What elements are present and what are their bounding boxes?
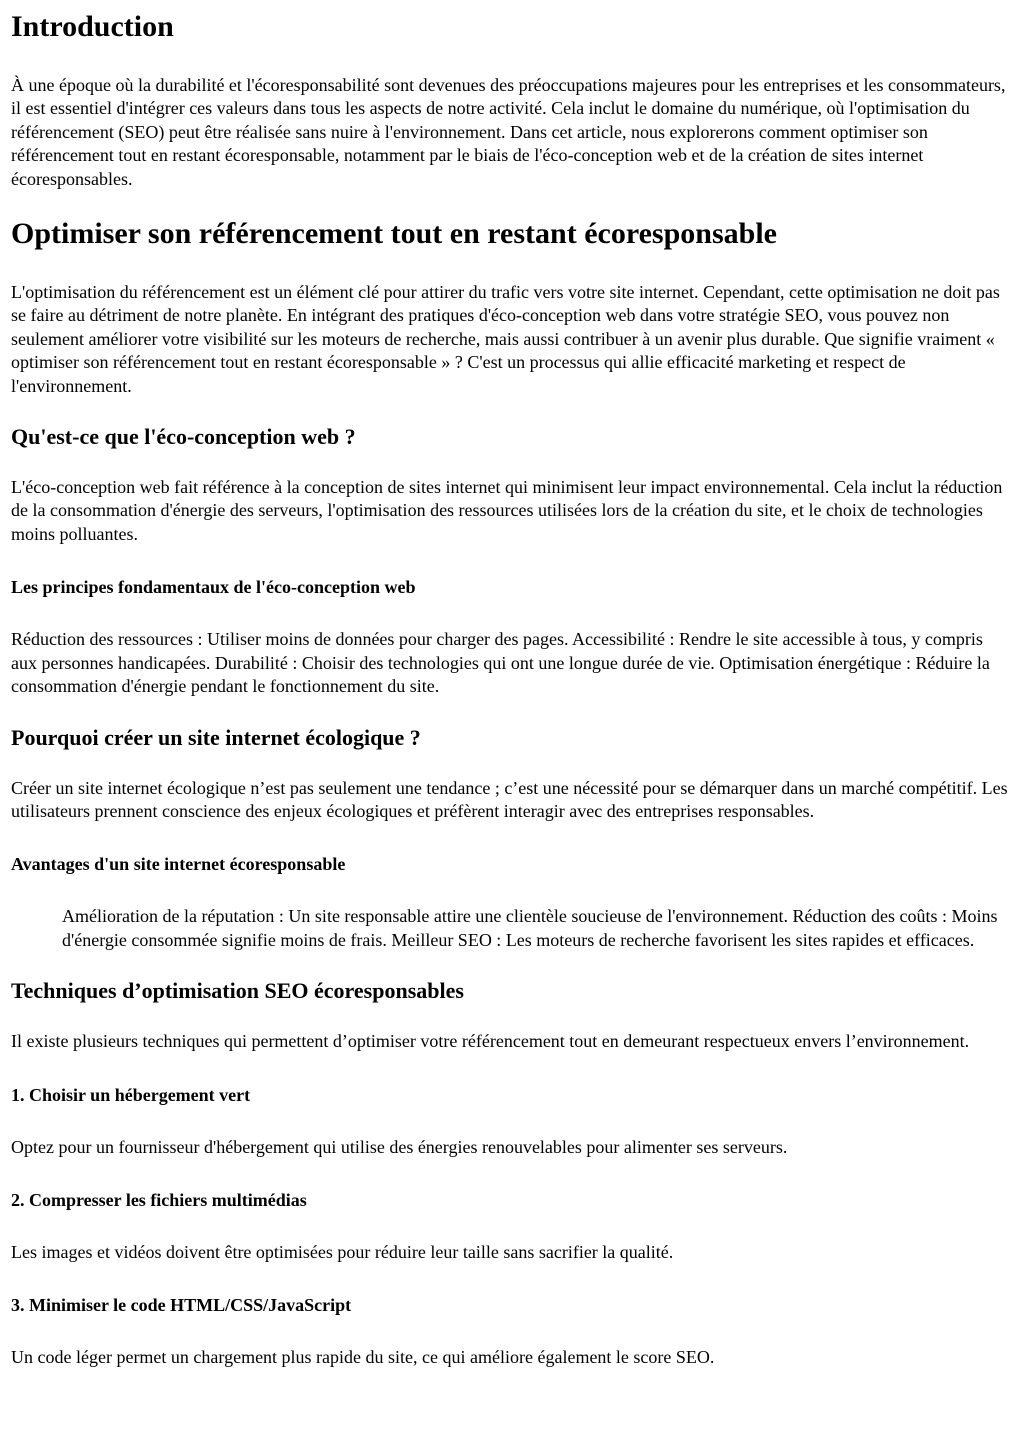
technique-text-hebergement: Optez pour un fournisseur d'hébergement qui utilise des énergies renouvelables pour alimenter ses serveurs.	[11, 1136, 788, 1157]
eco-conception-paragraph: L'éco-conception web fait référence à la conception de sites internet qui minimisent leur impact environnemental. Cela inclut la réduction de la consommation d'énergie des serveurs, l'optimisation des ressources utilisées lors de la création du site, et le choix de technologies moins polluantes.	[11, 477, 1003, 544]
technique-heading-hebergement: 1. Choisir un hébergement vert	[11, 1084, 251, 1105]
subheading-site-ecologique: Pourquoi créer un site internet écologique ?	[11, 724, 421, 750]
intro-paragraph: À une époque où la durabilité et l'écoresponsabilité sont devenues des préoccupations majeures pour les entreprises et les consommateurs, il est essentiel d'intégrer ces valeurs dans tous les aspects de notre activité. Cela inclut le domaine du numérique, où l'optimisation du référencement (SEO) peut être réalisée sans nuire à l'environnement. Dans cet article, nous explorerons comment optimiser son référencement tout en restant écoresponsable, notamment par le biais de l'éco-conception web et de la création de sites internet écoresponsables.	[11, 75, 1006, 189]
subheading-eco-conception: Qu'est-ce que l'éco-conception web ?	[11, 424, 356, 450]
subheading-principes: Les principes fondamentaux de l'éco-conception web	[11, 577, 416, 598]
technique-text-compression: Les images et vidéos doivent être optimisées pour réduire leur taille sans sacrifier la qualité.	[11, 1241, 674, 1262]
subheading-techniques: Techniques d’optimisation SEO écoresponsables	[11, 978, 464, 1004]
technique-heading-compression: 2. Compresser les fichiers multimédias	[11, 1189, 307, 1210]
site-ecologique-paragraph: Créer un site internet écologique n’est pas seulement une tendance ; c’est une nécessité pour se démarquer dans un marché compétitif. Les utilisateurs prennent conscience des enjeux écologiques et préfèrent interagir avec des entreprises responsables.	[11, 777, 1008, 821]
subheading-avantages: Avantages d'un site internet écoresponsable	[11, 854, 346, 875]
techniques-paragraph: Il existe plusieurs techniques qui permettent d’optimiser votre référencement tout en demeurant respectueux envers l’environnement.	[11, 1031, 970, 1052]
technique-heading-minification: 3. Minimiser le code HTML/CSS/JavaScript	[11, 1295, 352, 1316]
section-heading-optimisation: Optimiser son référencement tout en restant écoresponsable	[11, 217, 777, 251]
page-title: Introduction	[11, 10, 174, 43]
optimisation-paragraph: L'optimisation du référencement est un élément clé pour attirer du trafic vers votre site internet. Cependant, cette optimisation ne doit pas se faire au détriment de notre planète. En intégrant des pratiques d'éco-conception web dans votre stratégie SEO, vous pouvez non seulement améliorer votre visibilité sur les moteurs de recherche, mais aussi contribuer à un avenir plus durable. Que signifie vraiment « optimiser son référencement tout en restant écoresponsable » ? C'est un processus qui allie efficacité marketing et respect de l'environnement.	[11, 282, 1000, 396]
technique-text-minification: Un code léger permet un chargement plus rapide du site, ce qui améliore également le score SEO.	[11, 1347, 715, 1368]
avantages-blockquote: Amélioration de la réputation : Un site responsable attire une clientèle soucieuse de l'environnement. Réduction des coûts : Moins d'énergie consommée signifie moins de frais. Meilleur SEO : Les moteurs de recherche favorisent les sites rapides et efficaces.	[62, 906, 998, 950]
article	[0, 10, 1023, 1370]
principes-paragraph: Réduction des ressources : Utiliser moins de données pour charger des pages. Accessibilité : Rendre le site accessible à tous, y compris aux personnes handicapées. Durabilité : Choisir des technologies qui ont une longue durée de vie. Optimisation énergétique : Réduire la consommation d'énergie pendant le fonctionnement du site.	[11, 629, 990, 697]
